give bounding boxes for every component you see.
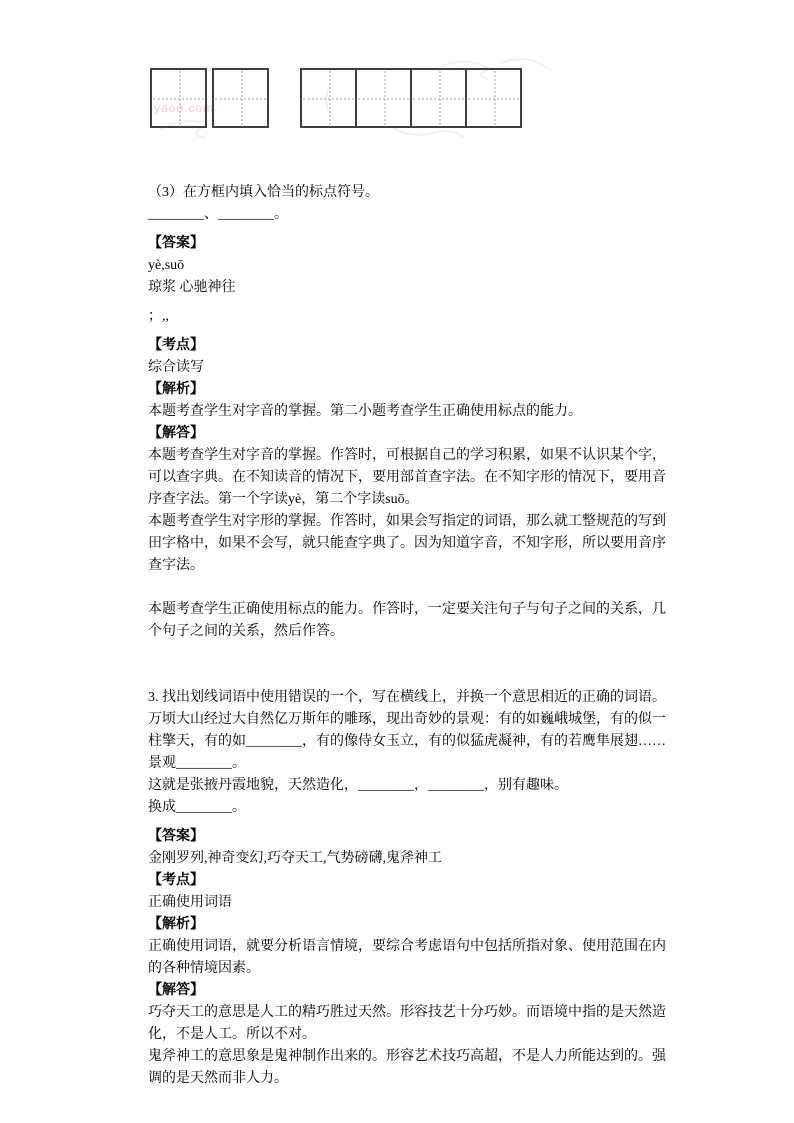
- section-label: 【答案】: [148, 236, 204, 251]
- writing-grid-cell: [355, 68, 412, 128]
- writing-grids: [150, 68, 522, 128]
- text-line: 这就是张掖丹霞地貌，天然造化，________，________，别有趣味。: [148, 778, 568, 793]
- writing-grid-cell: [212, 68, 269, 128]
- section-label: 【解答】: [148, 426, 204, 441]
- text-line: 本题考查学生正确使用标点的能力。作答时，一定要关注句子与句子之间的关系，几个句子之间的关系，然后作答。: [148, 602, 666, 639]
- text-line: 金刚罗列,神奇变幻,巧夺天工,气势磅礴,鬼斧神工: [148, 851, 442, 866]
- grid-group: [150, 68, 269, 128]
- text-line: 琼浆 心驰神往: [148, 280, 236, 295]
- section-label: 【解析】: [148, 382, 204, 397]
- writing-grid-cell: [150, 68, 207, 128]
- text-line: 正确使用词语: [148, 895, 232, 910]
- text-line: 鬼斧神工的意思象是鬼神制作出来的。形容艺术技巧高超，不是人力所能达到的。强调的是天然而非人力。: [148, 1049, 666, 1086]
- text-line: 换成________。: [148, 800, 246, 815]
- text-line: 本题考查学生对字音的掌握。第二小题考查学生正确使用标点的能力。: [148, 404, 582, 419]
- text-line: yè,suō: [148, 258, 185, 273]
- text-line: 3. 找出划线词语中使用错误的一个，写在横线上，并换一个意思相近的正确的词语。: [148, 690, 666, 705]
- text-line: ；,,: [148, 309, 169, 324]
- text-line: 正确使用词语，就要分析语言情境，要综合考虑语句中包括所指对象、使用范围在内的各种情境因素。: [148, 939, 666, 976]
- content: [148, 182, 666, 1090]
- text-line: 万顷大山经过大自然亿万斯年的雕琢，现出奇妙的景观：有的如巍峨城堡，有的似一柱擎天，有的如________，有的像侍女玉立，有的似猛虎凝神，有的若鹰隼展翅……: [148, 712, 666, 749]
- text-line: 巧夺天工的意思是人工的精巧胜过天然。形容技艺十分巧妙。而语境中指的是天然造化，不是人工。所以不对。: [148, 1005, 666, 1042]
- grid-group: [300, 68, 522, 128]
- section-label: 【考点】: [148, 873, 204, 888]
- writing-grid-cell: [465, 68, 522, 128]
- section-label: 【解答】: [148, 983, 204, 998]
- text-line: 综合读写: [148, 360, 204, 375]
- writing-grid-cell: [410, 68, 467, 128]
- section-label: 【解析】: [148, 917, 204, 932]
- text-line: ________、________。: [148, 207, 288, 222]
- text-line: （3）在方框内填入恰当的标点符号。: [148, 185, 379, 200]
- text-line: 本题考查学生对字形的掌握。作答时，如果会写指定的词语，那么就工整规范的写到田字格中，如果不会写，就只能查字典了。因为知道字音，不知字形，所以要用音序查字法。: [148, 514, 666, 573]
- section-label: 【答案】: [148, 829, 204, 844]
- watermark-url: yaoo.com: [154, 101, 215, 115]
- writing-grid-cell: [300, 68, 357, 128]
- text-line: 景观________。: [148, 756, 246, 771]
- text-line: 本题考查学生对字音的掌握。作答时，可根据自己的学习积累，如果不认识某个字，可以查字典。在不知读音的情况下，要用部首查字法。在不知字形的情况下，要用音序查字法。第一个字读yè，第二个字读suō。: [148, 448, 666, 507]
- section-label: 【考点】: [148, 338, 204, 353]
